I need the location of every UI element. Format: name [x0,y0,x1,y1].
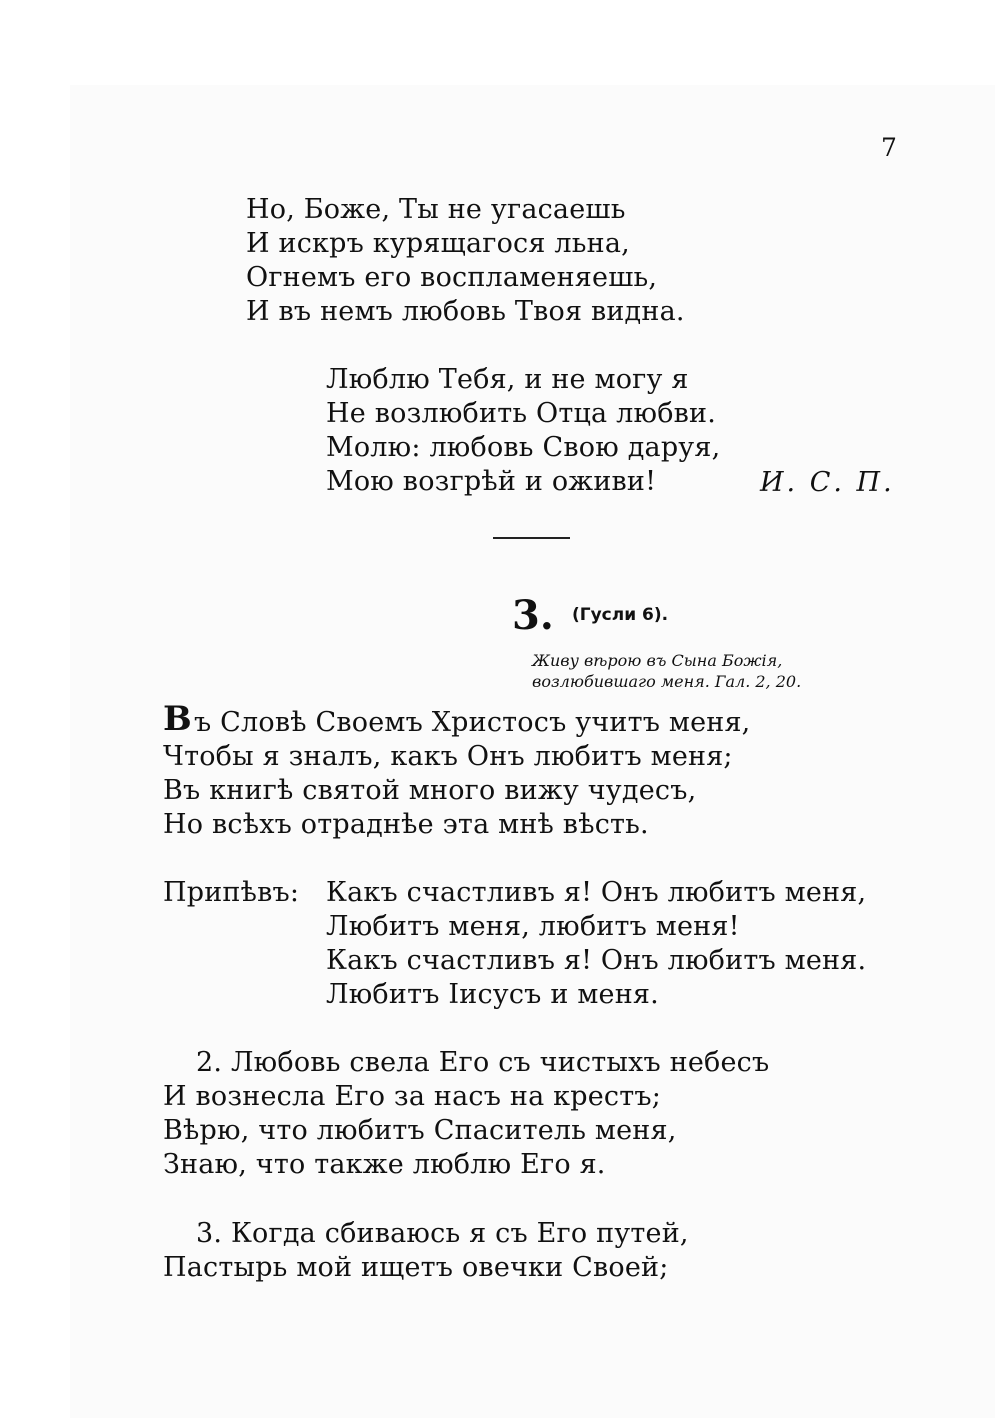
epigraph-line: Живу вѣрою въ Сына Божія, [532,651,783,670]
hymn-number: 3. [512,592,554,639]
author-signature: И. С. П. [760,467,895,498]
stanza-line: И искръ курящагося льна, [246,228,630,259]
refrain-line: Не возлюбить Отца любви. [326,398,717,429]
epigraph-line: возлюбившаго меня. Гал. 2, 20. [532,672,802,691]
stanza-line: Но, Боже, Ты не угасаешь [246,194,626,225]
verse-line: ъ Словѣ Своемъ Христосъ учитъ меня, [194,707,751,738]
refrain-label: Припѣвъ: [163,877,300,908]
drop-cap: В [163,699,192,739]
stanza-line: Огнемъ его воспламеняешь, [246,262,658,293]
verse-line: Вѣрю, что любитъ Спаситель меня, [163,1115,677,1146]
page-number: 7 [881,133,897,162]
refrain-line: Любитъ Іисусъ и меня. [326,979,659,1010]
refrain-line: Какъ счастливъ я! Онъ любитъ меня. [326,945,867,976]
refrain-line: Люблю Тебя, и не могу я [326,364,689,395]
refrain-line: Любитъ меня, любитъ меня! [326,911,740,942]
section-divider [493,537,570,539]
refrain-line: Молю: любовь Свою даруя, [326,432,721,463]
verse-line: 2. Любовь свела Его съ чистыхъ небесъ [196,1047,770,1078]
verse-line: Въ книгѣ святой много вижу чудесъ, [163,775,697,806]
verse-line: И вознесла Его за насъ на крестъ; [163,1081,662,1112]
verse-line: 3. Когда сбиваюсь я съ Его путей, [196,1218,689,1249]
stanza-line: И въ немъ любовь Твоя видна. [246,296,685,327]
verse-line: Но всѣхъ отраднѣе эта мнѣ вѣсть. [163,809,649,840]
verse-line: Знаю, что также люблю Его я. [163,1149,606,1180]
verse-line: Чтобы я зналъ, какъ Онъ любитъ меня; [163,741,733,772]
verse-line: Пастырь мой ищетъ овечки Своей; [163,1252,669,1283]
refrain-line: Мою возгрѣй и оживи! [326,466,657,497]
hymn-tune: (Гусли 6). [572,605,669,625]
refrain-line: Какъ счастливъ я! Онъ любитъ меня, [326,877,867,908]
